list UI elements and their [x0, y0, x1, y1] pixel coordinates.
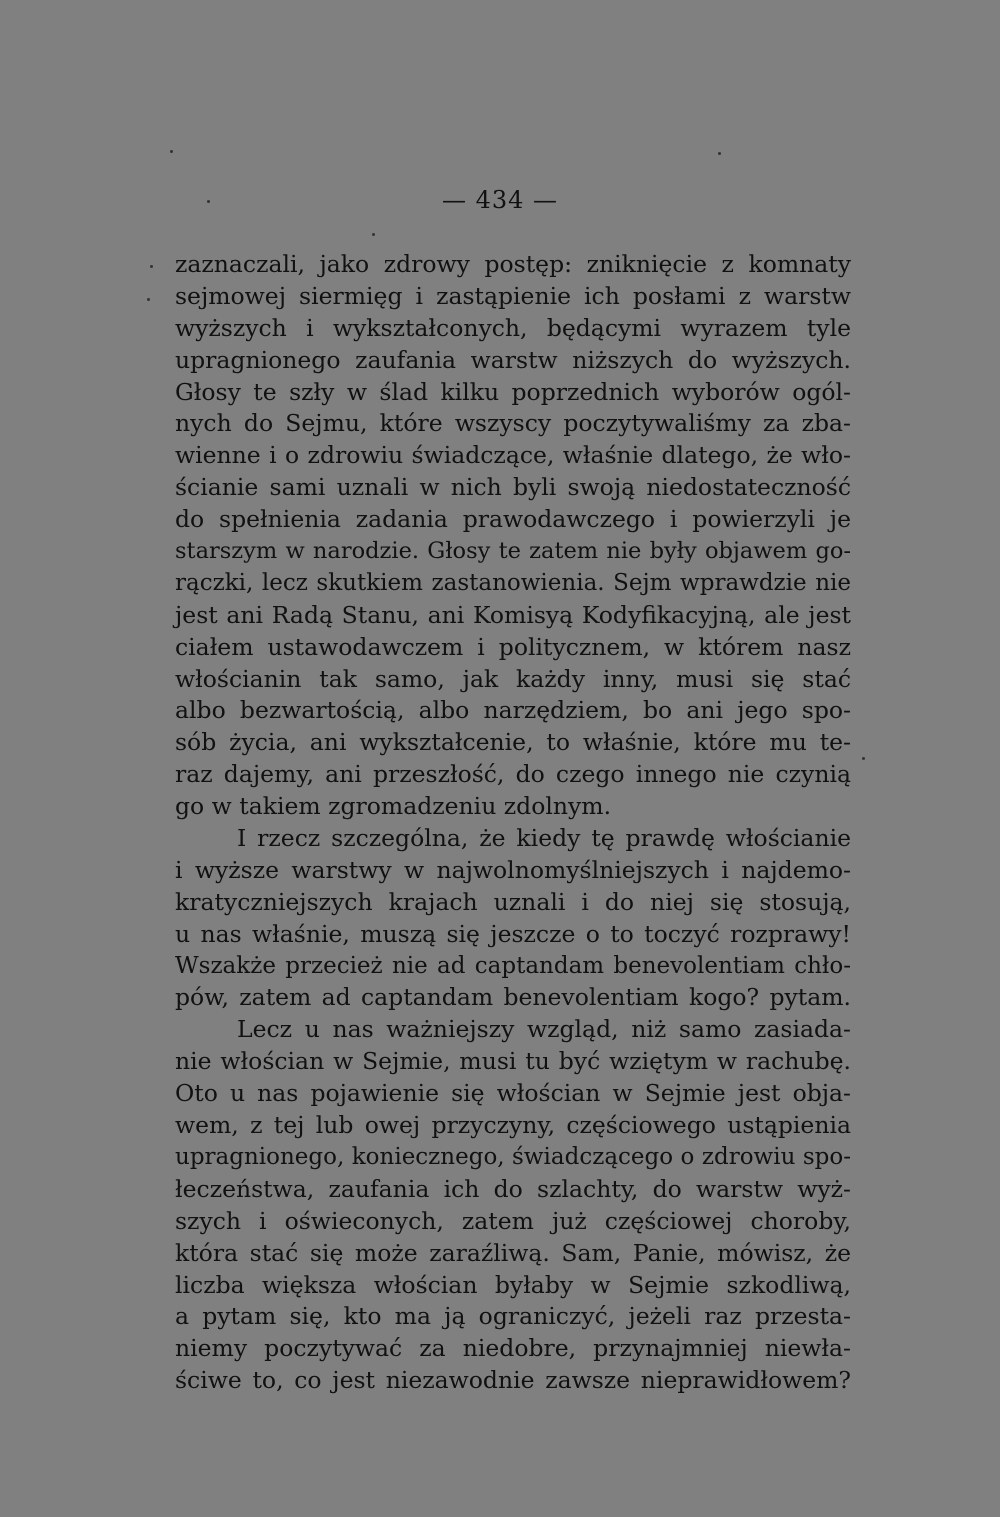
body-text — [175, 249, 851, 1397]
print-speck — [170, 150, 173, 153]
print-speck — [207, 200, 210, 203]
text-line: nie włościan w Sejmie, musi tu być wziętym w rachubę. — [175, 1047, 851, 1076]
text-line: kratyczniejszych krajach uznali i do niej się stosują, — [175, 887, 851, 916]
text-line: a pytam się, kto ma ją ograniczyć, jeżeli raz przesta- — [175, 1302, 851, 1331]
text-line: która stać się może zaraźliwą. Sam, Panie, mówisz, że — [175, 1238, 851, 1267]
print-speck — [372, 233, 375, 236]
page-number: — 434 — — [441, 186, 559, 214]
text-line: zaznaczali, jako zdrowy postęp: zniknięcie z komnaty — [175, 250, 851, 278]
text-line: raz dajemy, ani przeszłość, do czego innego nie czynią — [175, 760, 851, 789]
text-line: wienne i o zdrowiu świadczące, właśnie dlatego, że wło- — [175, 441, 851, 470]
text-line: albo bezwartością, albo narzędziem, bo ani jego spo- — [175, 696, 851, 725]
text-line: sób życia, ani wykształcenie, to właśnie, które mu te- — [175, 728, 851, 757]
text-line: rączki, lecz skutkiem zastanowienia. Sejm wprawdzie nie — [175, 569, 851, 596]
text-line: I rzecz szczególna, że kiedy tę prawdę włościanie — [237, 824, 851, 853]
text-line: szych i oświeconych, zatem już częściowej choroby, — [175, 1206, 851, 1235]
text-line: włościanin tak samo, jak każdy inny, musi się stać — [175, 664, 851, 693]
text-line: Wszakże przecież nie ad captandam benevolentiam chło- — [175, 952, 851, 979]
text-line: niemy poczytywać za niedobre, przynajmniej niewła- — [175, 1334, 851, 1363]
text-line: nych do Sejmu, które wszyscy poczytywaliśmy za zba- — [175, 409, 851, 438]
text-line: ścianie sami uznali w nich byli swoją niedostateczność — [175, 473, 851, 502]
text-line: starszym w narodzie. Głosy te zatem nie były objawem go- — [175, 538, 851, 565]
text-line: pów, zatem ad captandam benevolentiam kogo? pytam. — [175, 983, 851, 1012]
text-line: wyższych i wykształconych, będącymi wyrazem tyle — [175, 313, 851, 342]
text-line: do spełnienia zadania prawodawczego i powierzyli je — [175, 505, 851, 534]
text-line: upragnionego, koniecznego, świadczącego o zdrowiu spo- — [175, 1143, 851, 1170]
text-line: Lecz u nas ważniejszy wzgląd, niż samo zasiada- — [237, 1015, 851, 1044]
text-line: upragnionego zaufania warstw niższych do wyższych. — [175, 345, 851, 374]
text-line: Głosy te szły w ślad kilku poprzednich wyborów ogól- — [175, 377, 851, 406]
text-line: ciałem ustawodawczem i politycznem, w którem nasz — [175, 632, 851, 661]
text-line: łeczeństwa, zaufania ich do szlachty, do warstw wyż- — [175, 1174, 851, 1203]
text-line: jest ani Radą Stanu, ani Komisyą Kodyfikacyjną, ale jest — [175, 600, 851, 629]
text-line: wem, z tej lub owej przyczyny, częściowego ustąpienia — [175, 1111, 851, 1140]
text-line: sejmowej siermięg i zastąpienie ich posłami z warstw — [175, 281, 851, 310]
print-speck — [147, 298, 150, 301]
print-speck — [150, 265, 153, 268]
text-line: ściwe to, co jest niezawodnie zawsze nieprawidłowem? — [175, 1366, 851, 1395]
text-line: u nas właśnie, muszą się jeszcze o to toczyć rozprawy! — [175, 919, 851, 948]
text-line: i wyższe warstwy w najwolnomyślniejszych i najdemo- — [175, 855, 851, 884]
text-line: go w takiem zgromadzeniu zdolnym. — [175, 792, 612, 821]
text-line: liczba większa włościan byłaby w Sejmie szkodliwą, — [175, 1270, 851, 1299]
print-speck — [862, 757, 865, 760]
text-line: Oto u nas pojawienie się włościan w Sejmie jest obja- — [175, 1079, 851, 1108]
print-speck — [718, 152, 721, 155]
